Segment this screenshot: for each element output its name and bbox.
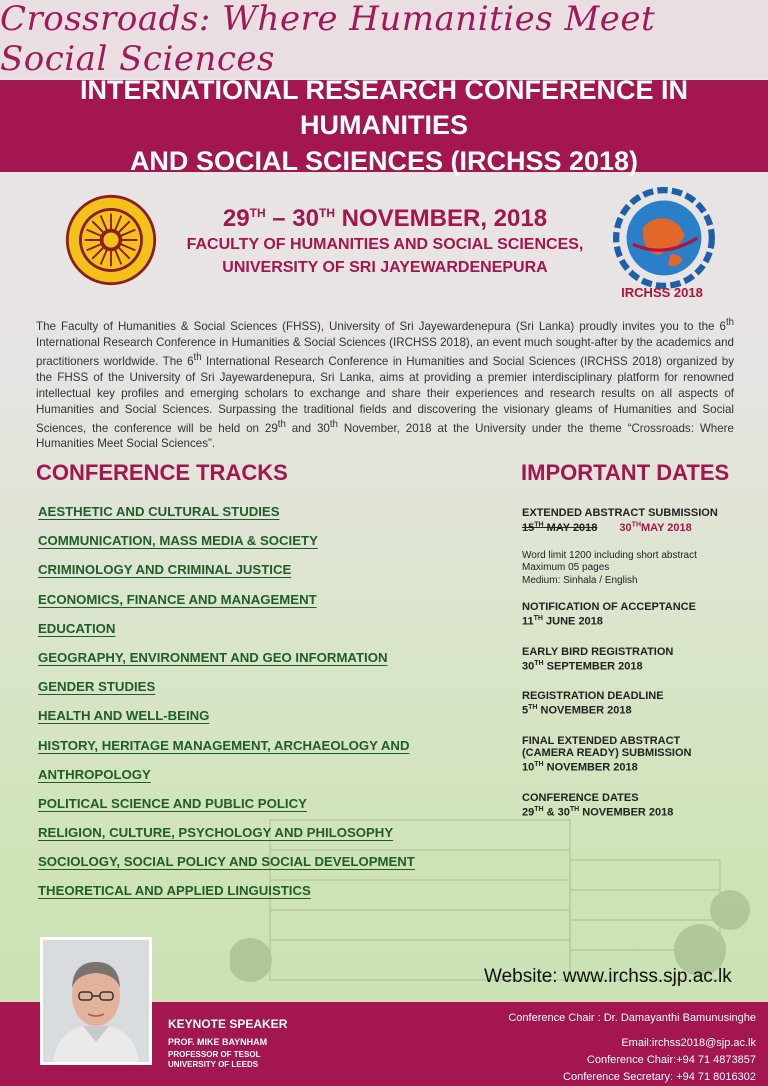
theme-strip (0, 0, 768, 78)
date-value (522, 521, 752, 534)
notification-date (522, 601, 752, 628)
keynote-title: KEYNOTE SPEAKER (168, 1017, 288, 1031)
note-max-pages: Maximum 05 pages (522, 562, 610, 574)
keynote-position-1: PROFESSOR OF TESOL (168, 1050, 261, 1059)
old-deadline (522, 522, 597, 534)
month: JUNE 2018 (542, 615, 603, 628)
track-item: THEORETICAL AND APPLIED LINGUISTICS (38, 883, 311, 899)
tracks-title: CONFERENCE TRACKS (36, 460, 288, 485)
date-value (522, 704, 752, 717)
track-item: GEOGRAPHY, ENVIRONMENT AND GEO INFORMATION (38, 649, 388, 665)
date-sup-2: TH (319, 206, 335, 220)
intro-text-1: The Faculty of Humanities & Social Sciences (FHSS), University of Sri Jayewardenepura (Sri Lanka) proudly invites you to the 6 (36, 319, 726, 333)
speaker-portrait (43, 940, 149, 1062)
intro-text-5: November, 2018 at the University under the theme “Crossroads: Where Humanities Meet Social Sciences”. (36, 421, 734, 451)
conference-chair: Conference Chair : Dr. Damayanthi Bamunusinghe (508, 1012, 756, 1024)
sup: TH (534, 659, 544, 667)
track-item: AESTHETIC AND CULTURAL STUDIES (38, 504, 280, 519)
date-heading: FINAL EXTENDED ABSTRACT (522, 735, 681, 748)
day-1: 29 (522, 806, 535, 819)
conference-dates (522, 792, 752, 819)
contact-email[interactable]: Email:irchss2018@sjp.ac.lk (621, 1037, 756, 1050)
early-bird-date (522, 646, 752, 673)
intro-text-4: and 30 (285, 421, 330, 435)
venue-line-2: UNIVERSITY OF SRI JAYEWARDENEPURA (222, 258, 548, 276)
old-month: MAY 2018 (543, 521, 598, 534)
date-heading: CONFERENCE DATES (522, 791, 639, 804)
intro-paragraph (36, 316, 734, 452)
university-seal-logo (64, 193, 158, 287)
tracks-list (38, 504, 498, 913)
sup-2: TH (569, 805, 580, 813)
month: NOVEMBER 2018 (537, 705, 632, 718)
sup: TH (533, 615, 543, 623)
irchss-logo-label: IRCHSS 2018 (621, 285, 703, 300)
keynote-speaker-photo (40, 937, 152, 1065)
new-sup: TH (631, 521, 642, 528)
intro-text-2: International Research Conference in Humanities & Social Sciences (IRCHSS 2018), an event much sought-after by the academics and practitioners worldwide. The 6 (36, 335, 734, 368)
intro-sup-4: th (329, 418, 338, 430)
day: 11 (522, 615, 534, 628)
date-day-1: 29 (222, 205, 250, 232)
abstract-submission-date (522, 507, 752, 534)
date-value (522, 615, 752, 628)
sup: TH (528, 704, 538, 712)
website-link[interactable]: Website: www.irchss.sjp.ac.lk (484, 966, 732, 987)
old-day: 15 (522, 521, 535, 534)
date-heading: EARLY BIRD REGISTRATION (522, 645, 674, 658)
track-item: EDUCATION (38, 620, 116, 636)
note-medium: Medium: Sinhala / English (522, 574, 638, 586)
new-day: 30 (619, 521, 632, 534)
month: SEPTEMBER 2018 (543, 660, 643, 673)
date-heading: REGISTRATION DEADLINE (522, 690, 664, 703)
month: NOVEMBER 2018 (579, 806, 674, 819)
note-word-limit: Word limit 1200 including short abstract (522, 549, 697, 561)
track-item: HEALTH AND WELL-BEING (38, 708, 210, 724)
irchss-globe-logo (612, 186, 716, 290)
intro-sup-3: th (277, 418, 286, 430)
date-heading-2: (CAMERA READY) SUBMISSION (522, 747, 692, 760)
track-item: CRIMINOLOGY AND CRIMINAL JUSTICE (38, 562, 292, 578)
registration-deadline (522, 690, 752, 717)
track-item: POLITICAL SCIENCE AND PUBLIC POLICY (38, 795, 307, 811)
date-heading: NOTIFICATION OF ACCEPTANCE (522, 601, 696, 614)
track-item: ECONOMICS, FINANCE AND MANAGEMENT (38, 591, 317, 607)
event-date-block (160, 205, 610, 279)
contact-info (508, 1010, 756, 1086)
date-heading: EXTENDED ABSTRACT SUBMISSION (522, 507, 718, 519)
track-item: COMMUNICATION, MASS MEDIA & SOCIETY (38, 533, 318, 549)
month: NOVEMBER 2018 (543, 761, 638, 774)
theme-title: Crossroads: Where Humanities Meet Social Sciences (0, 0, 656, 79)
sup: TH (534, 761, 544, 769)
date-value (522, 806, 752, 819)
old-sup: TH (534, 521, 544, 528)
track-item: RELIGION, CULTURE, PSYCHOLOGY AND PHILOSOPHY (38, 825, 394, 841)
day: 5 (522, 705, 529, 718)
keynote-position (168, 1050, 260, 1069)
intro-sup-2: th (193, 351, 202, 363)
track-item: SOCIOLOGY, SOCIAL POLICY AND SOCIAL DEVELOPMENT (38, 854, 415, 870)
keynote-name: PROF. MIKE BAYNHAM (168, 1037, 268, 1047)
important-dates (522, 507, 752, 830)
new-deadline (619, 522, 691, 534)
day: 10 (522, 761, 535, 774)
date-value (522, 761, 752, 774)
venue-line-1: FACULTY OF HUMANITIES AND SOCIAL SCIENCES, (186, 236, 584, 253)
date-month-year: NOVEMBER, 2018 (335, 205, 548, 232)
banner-line-1: INTERNATIONAL RESEARCH CONFERENCE IN HUMANITIES (79, 75, 689, 141)
date-value (522, 660, 752, 673)
date-day-2: – 30 (265, 205, 319, 232)
date-sup-1: TH (249, 206, 266, 220)
new-month: MAY 2018 (641, 521, 692, 534)
day: 30 (522, 660, 535, 673)
keynote-position-2: UNIVERSITY OF LEEDS (168, 1059, 259, 1069)
dates-title: IMPORTANT DATES (521, 460, 730, 485)
conference-banner (0, 75, 768, 176)
intro-text-3: International Research Conference in Humanities and Social Sciences (IRCHSS 2018) organized by the FHSS of the University of Sri Jayewardenepura, Sri Lanka, aims at providing a premier interdisciplinary platform for renowned intellectual key profiles and emerging scholars to exchange and share their experiences and research results on all aspects of Humanities and Social Sciences. Surpassing the traditional fields and discovering the visionary gleams of Humanities and Social Sciences, the conference will be held on 29 (36, 354, 734, 435)
banner-line-2: AND SOCIAL SCIENCES (IRCHSS 2018) (129, 145, 639, 176)
track-item: HISTORY, HERITAGE MANAGEMENT, ARCHAEOLOGY AND (38, 737, 410, 753)
sup-1: TH (534, 805, 544, 813)
intro-sup-1: th (725, 317, 734, 328)
day-2: & 30 (543, 806, 570, 819)
chair-phone: Conference Chair:+94 71 4873857 (586, 1054, 756, 1067)
secretary-phone: Conference Secretary: +94 71 8016302 (563, 1071, 756, 1084)
track-item: GENDER STUDIES (38, 679, 156, 695)
event-dates (160, 205, 610, 233)
final-abstract-date (522, 735, 752, 774)
abstract-notes (522, 550, 752, 588)
track-item: ANTHROPOLOGY (38, 766, 151, 782)
